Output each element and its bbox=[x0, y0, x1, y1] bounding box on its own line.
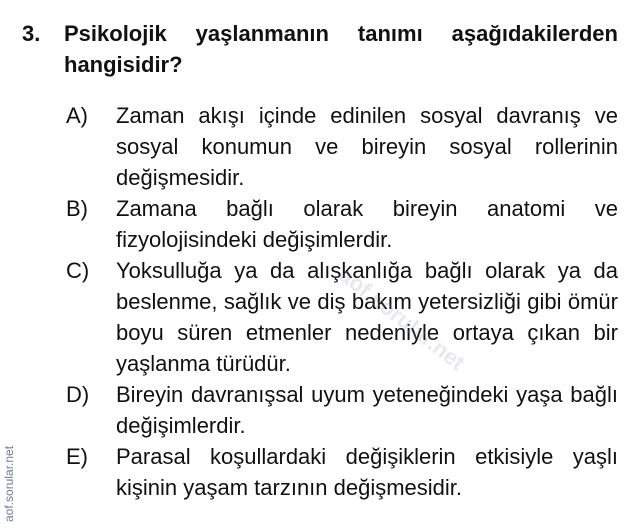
option-d-text: Bireyin davranışsal uyum yeteneğindeki yaşa bağlı değişimlerdir. bbox=[116, 382, 618, 438]
answer-options bbox=[66, 100, 618, 503]
question-text: Psikolojik yaşlanmanın tanımı aşağıdakilerden hangisidir? bbox=[64, 21, 618, 77]
side-watermark: aof.sorular.net bbox=[2, 445, 16, 522]
option-b-letter: B) bbox=[66, 196, 88, 221]
option-c-letter: C) bbox=[66, 258, 90, 283]
option-a-text: Zaman akışı içinde edinilen sosyal davranış ve sosyal konumun ve bireyin sosyal rollerinin değişmesidir. bbox=[116, 103, 618, 190]
option-b[interactable] bbox=[66, 193, 618, 255]
option-a-letter: A) bbox=[66, 103, 88, 128]
option-d[interactable] bbox=[66, 379, 618, 441]
center-watermark: aof.sorular.net bbox=[334, 262, 470, 376]
question bbox=[22, 18, 618, 80]
option-e[interactable] bbox=[66, 441, 618, 503]
option-b-text: Zamana bağlı olarak bireyin anatomi ve fizyolojisindeki değişimlerdir. bbox=[116, 196, 618, 252]
option-e-text: Parasal koşullardaki değişiklerin etkisiyle yaşlı kişinin yaşam tarzının değişmesidir. bbox=[116, 444, 618, 500]
option-c-text: Yoksulluğa ya da alışkanlığa bağlı olarak ya da beslenme, sağlık ve diş bakım yetersizliği gibi ömür boyu süren etmenler nedeniyle ortaya çıkan bir yaşlanma türüdür. bbox=[116, 258, 618, 376]
option-e-letter: E) bbox=[66, 444, 88, 469]
option-a[interactable] bbox=[66, 100, 618, 193]
question-number: 3. bbox=[22, 21, 41, 46]
option-d-letter: D) bbox=[66, 382, 90, 407]
